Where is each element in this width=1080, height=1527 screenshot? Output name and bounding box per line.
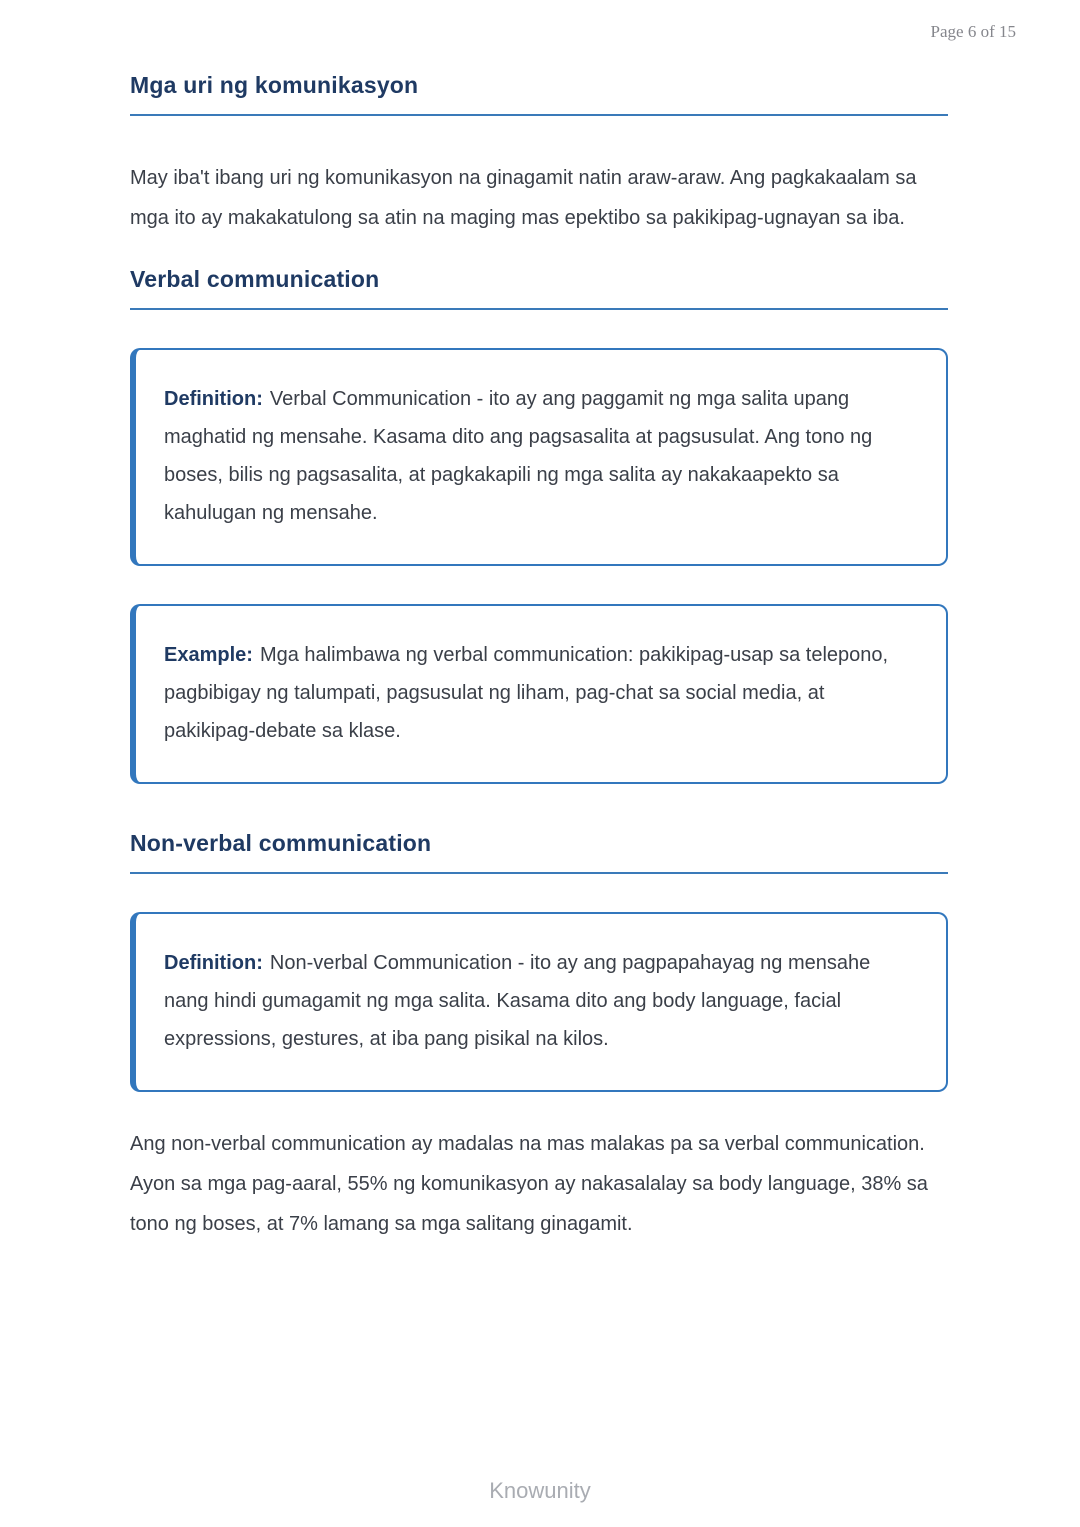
callout-body: Mga halimbawa ng verbal communication: pakikipag-usap sa telepono, pagbibigay ng talumpati, pagsusulat ng liham, pag-chat sa social media, at pakikipag-debate sa klase. [164,644,889,742]
title-divider [130,114,948,116]
example-callout-verbal [130,604,948,784]
callout-text [164,944,916,1058]
callout-text [164,380,916,532]
callout-label-example: Example: [164,644,253,666]
callout-label-definition: Definition: [164,952,263,974]
page-number: Page 6 of 15 [930,22,1016,41]
callout-label-definition: Definition: [164,388,263,410]
page-title: Mga uri ng komunikasyon [130,72,419,98]
definition-callout-verbal [130,348,948,566]
intro-paragraph: May iba't ibang uri ng komunikasyon na ginagamit natin araw-araw. Ang pagkakaalam sa mga ito ay makakatulong sa atin na maging mas epektibo sa pakikipag-ugnayan sa iba. [130,167,917,229]
callout-body: Verbal Communication - ito ay ang paggamit ng mga salita upang maghatid ng mensahe. Kasama dito ang pagsasalita at pagsusulat. Ang tono ng boses, bilis ng pagsasalita, at pagkakapili ng mga salita ay nakakaapekto sa kahulugan ng mensahe. [164,388,873,524]
closing-paragraph: Ang non-verbal communication ay madalas na mas malakas pa sa verbal communication. Ayon sa mga pag-aaral, 55% ng komunikasyon ay nakasalalay sa body language, 38% sa tono ng boses, at 7% lamang sa mga salitang ginagamit. [130,1133,928,1235]
section-heading-verbal: Verbal communication [130,266,380,292]
footer-brand: Knowunity [489,1478,591,1503]
definition-callout-nonverbal [130,912,948,1092]
section-heading-nonverbal: Non-verbal communication [130,830,432,856]
section-divider [130,308,948,310]
section-divider [130,872,948,874]
document-content [130,0,948,1244]
callout-body: Non-verbal Communication - ito ay ang pagpapahayag ng mensahe nang hindi gumagamit ng mga salita. Kasama dito ang body language, facial expressions, gestures, at iba pang pisikal na kilos. [164,952,871,1050]
callout-text [164,636,916,750]
